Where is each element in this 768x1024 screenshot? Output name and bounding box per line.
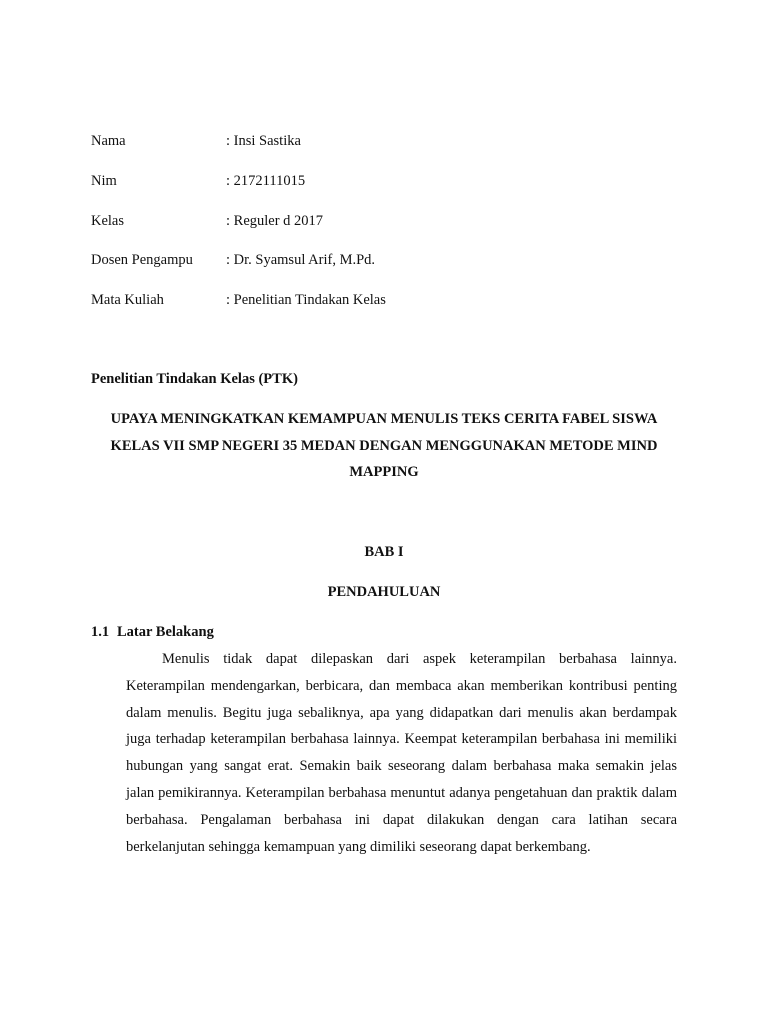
identity-row-dosen bbox=[91, 250, 375, 270]
identity-value: : Dr. Syamsul Arif, M.Pd. bbox=[226, 252, 376, 268]
identity-label: Dosen Pengampu bbox=[91, 252, 193, 268]
identity-row-kelas bbox=[91, 211, 323, 231]
identity-row-mata-kuliah bbox=[91, 290, 386, 310]
identity-value: : 2172111015 bbox=[226, 173, 306, 189]
identity-row-nim bbox=[91, 171, 305, 191]
chapter-number: BAB I bbox=[364, 544, 404, 560]
document-title: UPAYA MENINGKATKAN KEMAMPUAN MENULIS TEKS CERITA FABEL SISWA KELAS VII SMP NEGERI 35 MEDAN DENGAN MENGGUNAKAN METODE MIND MAPPING bbox=[110, 411, 658, 480]
identity-label: Nama bbox=[91, 133, 126, 149]
identity-value: : Insi Sastika bbox=[226, 133, 301, 149]
identity-label: Kelas bbox=[91, 213, 125, 229]
identity-label: Nim bbox=[91, 173, 117, 189]
section-label: Penelitian Tindakan Kelas (PTK) bbox=[91, 371, 298, 387]
subsection-number: 1.1 bbox=[91, 624, 110, 640]
body-paragraph: Menulis tidak dapat dilepaskan dari aspek keterampilan berbahasa lainnya. Keterampilan mendengarkan, berbicara, dan membaca akan memberikan kontribusi penting dalam menulis. Begitu juga sebaliknya, apa yang didapatkan dari menulis akan berdampak juga terhadap keterampilan berbahasa lainnya. Keempat keterampilan berbahasa ini memiliki hubungan yang sangat erat. Semakin baik seseorang dalam berbahasa maka semakin jelas jalan pemikirannya. Keterampilan berbahasa menuntut adanya pengetahuan dan praktik dalam berbahasa. Pengalaman berbahasa ini dapat dilakukan dengan cara latihan secara berkelanjutan sehingga kemampuan yang dimiliki seseorang dapat berkembang. bbox=[126, 651, 677, 855]
chapter-name: PENDAHULUAN bbox=[327, 584, 441, 600]
subsection-title: Latar Belakang bbox=[117, 624, 214, 640]
identity-value: : Penelitian Tindakan Kelas bbox=[226, 292, 386, 308]
identity-label: Mata Kuliah bbox=[91, 292, 164, 308]
subsection-heading bbox=[91, 622, 214, 642]
identity-value: : Reguler d 2017 bbox=[226, 213, 324, 229]
identity-row-nama bbox=[91, 131, 301, 151]
